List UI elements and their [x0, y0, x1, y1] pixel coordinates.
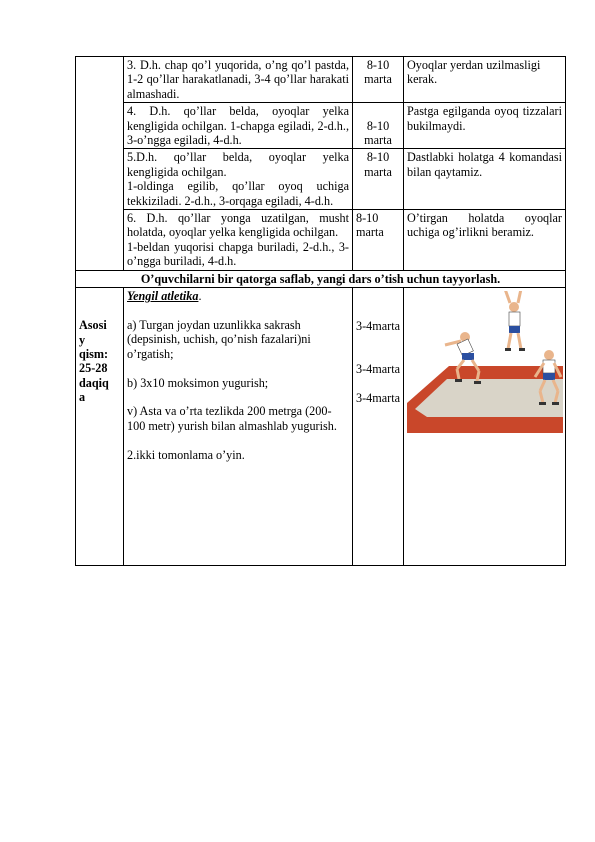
list-item: b) 3x10 moksimon yugurish; — [127, 375, 269, 390]
exercise-line: 1-oldinga egilib, qo’llar oyoq uchiga tekkiziladi. 2-d.h., 3-orqaga egiladi, 4-d.h. — [127, 179, 349, 208]
dosage-text: 3-4marta — [356, 362, 400, 377]
section-title: Yengil atletika. — [127, 289, 202, 304]
lesson-table — [75, 56, 566, 566]
label-line: 25-28 — [79, 361, 108, 376]
table-row — [76, 270, 566, 287]
main-part-label-cell — [76, 288, 124, 566]
exercise-cell — [124, 210, 353, 271]
exercise-line: 6. D.h. qo’llar yonga uzatilgan, musht holatda, oyoqlar yelka kengligida ochilgan. — [127, 211, 349, 240]
main-part-dosage-cell — [353, 288, 404, 566]
table-row — [76, 103, 566, 149]
dosage-text: 3-4marta — [356, 319, 400, 334]
list-item: 2.ikki tomonlama o’yin. — [127, 447, 245, 462]
table-row — [76, 57, 566, 103]
dosage-text: 3-4marta — [356, 391, 400, 406]
illustration-cell — [404, 288, 566, 566]
note-cell: Dastlabki holatga 4 komandasi bilan qaytamiz. — [404, 149, 566, 210]
note-cell: O’tirgan holatda oyoqlar uchiga og’irlikni beramiz. — [404, 210, 566, 271]
exercise-cell: 3. D.h. chap qo’l yuqorida, o’ng qo’l pastda, 1-2 qo’llar harakatlanadi, 3-4 qo’llar harakati almashadi. — [124, 57, 353, 103]
exercise-line: 5.D.h. qo’llar belda, oyoqlar yelka kengligida ochilgan. — [127, 150, 349, 179]
instruction-text: O’quvchilarni bir qatorga saflab, yangi dars o’tish uchun tayyorlash — [140, 271, 498, 286]
list-item: a) Turgan joydan uzunlikka sakrash (depsinish, uchish, qo’nish fazalari)ni o’rgatish; — [127, 317, 311, 361]
label-line: y — [79, 332, 86, 347]
label-line: daqiq — [79, 375, 109, 390]
left-blank-cell — [76, 57, 124, 271]
exercise-line: 1-beldan yuqorisi chapga buriladi, 2-d.h., 3-o’ngga buriladi, 4-d.h. — [127, 239, 349, 269]
dosage-cell: 8-10 marta — [353, 210, 404, 271]
table-row — [76, 210, 566, 271]
note-cell: Oyoqlar yerdan uzilmasligi kerak. — [404, 57, 566, 103]
dosage-cell: 8-10 marta — [353, 103, 404, 149]
list-item: v) Asta va o’rta tezlikda 200 metrga (200-100 metr) yurish bilan almashlab yugurish. — [127, 404, 337, 433]
exercise-cell — [124, 149, 353, 210]
dosage-cell: 8-10 marta — [353, 149, 404, 210]
note-cell: Pastga egilganda oyoq tizzalari bukilmaydi. — [404, 103, 566, 149]
table-row — [76, 288, 566, 566]
dosage-cell: 8-10 marta — [353, 57, 404, 103]
exercise-cell: 4. D.h. qo’llar belda, oyoqlar yelka kengligida ochilgan. 1-chapga egiladi, 2-d.h., 3-o’ngga egiladi, 4-d.h. — [124, 103, 353, 149]
instruction-cell: O’quvchilarni bir qatorga saflab, yangi dars o’tish uchun tayyorlash. — [76, 270, 566, 287]
main-part-content-cell — [124, 288, 353, 566]
label-line: a — [79, 390, 86, 405]
label-line: qism: — [79, 346, 109, 361]
long-jump-illustration — [407, 291, 563, 433]
table-row — [76, 149, 566, 210]
label-line: Asosi — [79, 318, 107, 333]
